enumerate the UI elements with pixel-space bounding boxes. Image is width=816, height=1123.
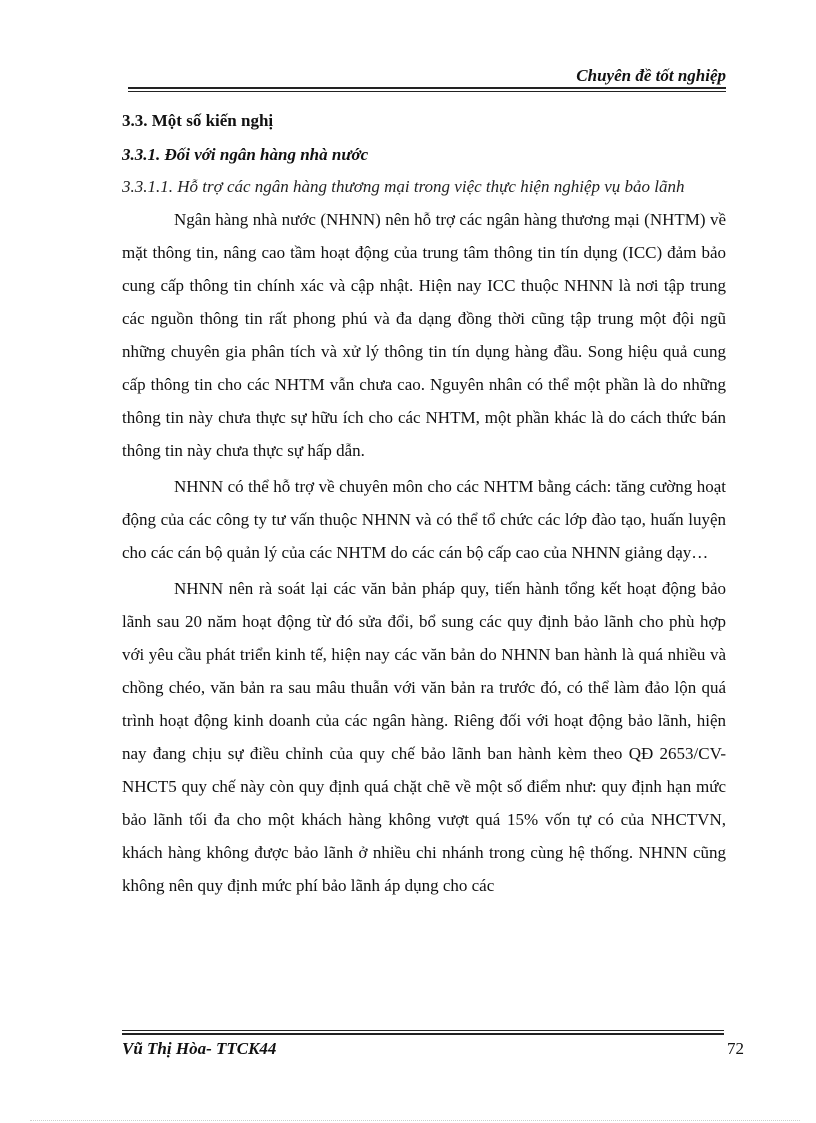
section-heading: 3.3. Một số kiến nghị (122, 111, 274, 130)
subsection-heading: 3.3.1. Đối với ngân hàng nhà nước (122, 145, 369, 164)
paragraph: NHNN nên rà soát lại các văn bản pháp quy, tiến hành tổng kết hoạt động bảo lãnh sau 20 năm hoạt động từ đó sửa đổi, bổ sung các quy định bảo lãnh cho phù hợp với yêu cầu phát triển kinh tế, hiện nay các văn bản do NHNN ban hành là quá nhiều và chồng chéo, văn bản ra sau mâu thuẫn với văn bản ra trước đó, có thể làm đảo lộn quá trình hoạt động kinh doanh của các ngân hàng. Riêng đối với hoạt động bảo lãnh, hiện nay đang chịu sự điều chỉnh của quy chế bảo lãnh ban hành kèm theo QĐ 2653/CV-NHCT5 quy chế này còn quy định quá chặt chẽ về một số điểm như: quy định hạn mức bảo lãnh tối đa cho một khách hàng không vượt quá 15% vốn tự có của NHCTVN, khách hàng không được bảo lãnh ở nhiều chi nhánh trong cùng hệ thống. NHNN cũng không nên quy định mức phí bảo lãnh áp dụng cho các (122, 579, 726, 895)
paragraph: NHNN có thể hỗ trợ về chuyên môn cho các NHTM bằng cách: tăng cường hoạt động của các công ty tư vấn thuộc NHNN và có thể tổ chức các lớp đào tạo, huấn luyện cho các cán bộ quản lý của các NHTM do các cán bộ cấp cao của NHNN giảng dạy… (122, 477, 726, 562)
footer-rule-thin (122, 1030, 724, 1031)
page-number: 72 (727, 1039, 744, 1058)
page-edge-dots (30, 1120, 800, 1121)
subsubsection-heading: 3.3.1.1. Hỗ trợ các ngân hàng thương mại trong việc thực hiện nghiệp vụ bảo lãnh (122, 177, 685, 196)
header-rule-thin (128, 91, 726, 92)
document-body (122, 106, 726, 905)
paragraph: Ngân hàng nhà nước (NHNN) nên hỗ trợ các ngân hàng thương mại (NHTM) về mặt thông tin, nâng cao tầm hoạt động của trung tâm thông tin tín dụng (ICC) đảm bảo cung cấp thông tin chính xác và cập nhật. Hiện nay ICC thuộc NHNN là nơi tập trung các nguồn thông tin rất phong phú và đa dạng đồng thời cũng tập trung một đội ngũ những chuyên gia phân tích và xử lý thông tin tín dụng hàng đầu. Song hiệu quả cung cấp thông tin cho các NHTM vẫn chưa cao. Nguyên nhân có thể một phần là do những thông tin này chưa thực sự hữu ích cho các NHTM, một phần khác là do cách thức bán thông tin này chưa thực sự hấp dẫn. (122, 210, 726, 460)
footer-rule-thick (122, 1033, 724, 1035)
footer-author: Vũ Thị Hòa- TTCK44 (122, 1039, 277, 1058)
header-rule-thick (128, 87, 726, 89)
header-title: Chuyên đề tốt nghiệp (576, 66, 726, 85)
